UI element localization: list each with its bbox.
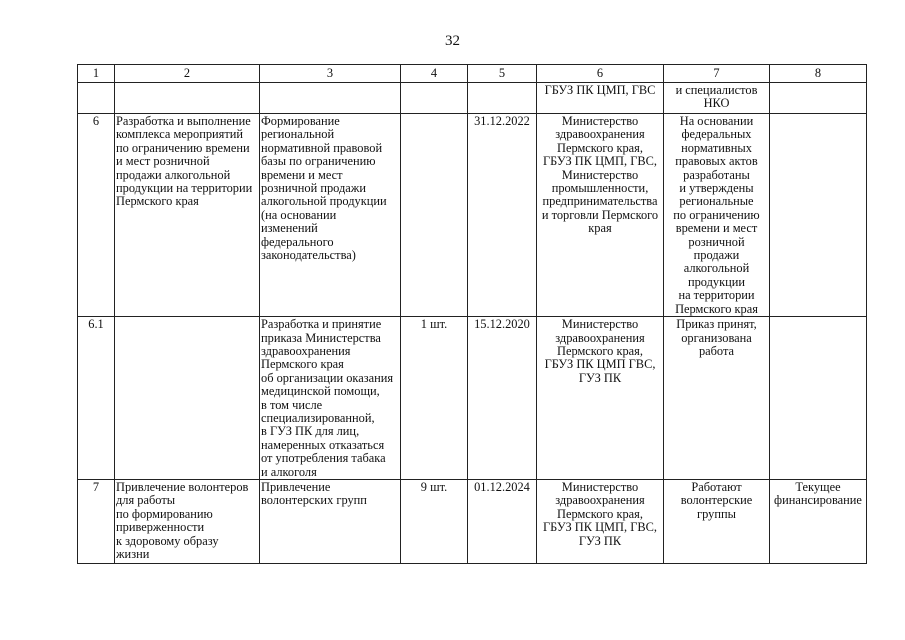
- cell-line: На основании: [679, 114, 754, 128]
- cell-line: розничной продажи: [261, 181, 366, 196]
- column-header: 3: [260, 65, 401, 83]
- cell-line: Министерство: [561, 317, 639, 332]
- cell-line: здравоохранения: [555, 330, 645, 345]
- cell-line: ГБУЗ ПК ЦМП, ГВС,: [543, 520, 657, 535]
- table-row: [78, 479, 867, 563]
- cell-line: приказа Министерства: [261, 330, 381, 345]
- cell-line: ГУЗ ПК: [578, 533, 622, 548]
- cell-line: и мест розничной: [116, 154, 210, 169]
- deadline-cell: [468, 83, 537, 114]
- cell-line: финансирование: [774, 493, 862, 508]
- cell-line: Привлечение волонтеров: [116, 479, 249, 494]
- cell-line: здравоохранения: [555, 493, 645, 508]
- cell-line: ГБУЗ ПК ЦМП ГВС,: [544, 357, 656, 372]
- cell-line: продукции на территории: [116, 181, 253, 196]
- cell-line: времени и мест: [261, 167, 343, 182]
- row-number-cell: 6.1: [78, 317, 115, 480]
- cell-line: по ограничению времени: [116, 140, 250, 155]
- quantity-cell: 9 шт.: [401, 479, 468, 563]
- executor-cell: [537, 479, 664, 563]
- result-cell: [664, 479, 770, 563]
- row-number-cell: [78, 83, 115, 114]
- cell-line: по формированию: [116, 506, 213, 521]
- cell-line: времени и мест: [675, 221, 758, 236]
- deadline-cell: 15.12.2020: [468, 317, 537, 480]
- cell-line: федеральных: [681, 127, 752, 142]
- cell-line: в ГУЗ ПК для лиц,: [261, 424, 360, 439]
- table-row: [78, 114, 867, 317]
- cell-line: Министерство: [561, 479, 639, 494]
- cell-line: по ограничению: [673, 207, 760, 222]
- result-cell: [664, 83, 770, 114]
- cell-line: алкогольной продукции: [261, 194, 387, 209]
- cell-line: (на основании: [261, 207, 337, 222]
- cell-line: продажи алкогольной: [116, 167, 231, 182]
- cell-line: Пермского края: [261, 357, 344, 372]
- cell-line: для работы: [116, 493, 176, 508]
- result-cell: [664, 114, 770, 317]
- cell-line: приверженности: [116, 520, 205, 535]
- cell-line: к здоровому образу: [116, 533, 219, 548]
- page-number: 32: [445, 33, 460, 49]
- cell-line: ГБУЗ ПК ЦМП, ГВС,: [543, 154, 657, 169]
- cell-line: Разработка и принятие: [261, 317, 382, 332]
- cell-line: на территории: [678, 288, 755, 303]
- cell-line: и специалистов: [675, 83, 758, 97]
- cell-line: Министерство: [561, 167, 639, 182]
- cell-line: волонтерских групп: [261, 493, 367, 508]
- cell-line: работа: [698, 343, 735, 358]
- cell-line: базы по ограничению: [261, 154, 376, 169]
- event-cell: [115, 317, 260, 480]
- cell-line: организована: [681, 330, 752, 345]
- cell-line: Пермского края: [675, 301, 758, 316]
- cell-line: промышленности,: [551, 181, 649, 196]
- plan-table: [77, 64, 867, 564]
- column-number-row: [78, 65, 867, 83]
- executor-cell: [537, 114, 664, 317]
- executor-cell: [537, 83, 664, 114]
- column-header: 8: [770, 65, 867, 83]
- cell-line: Формирование: [261, 114, 340, 128]
- cell-line: Пермского края,: [557, 140, 643, 155]
- deadline-cell: 01.12.2024: [468, 479, 537, 563]
- cell-line: волонтерские: [680, 493, 753, 508]
- cell-line: правовых актов: [675, 154, 758, 169]
- cell-line: Приказ принят,: [676, 317, 757, 332]
- cell-line: продажи: [693, 248, 740, 263]
- cell-line: разработаны: [683, 167, 750, 182]
- column-header: 6: [537, 65, 664, 83]
- cell-line: Текущее: [795, 479, 841, 494]
- cell-line: Пермского края,: [557, 343, 643, 358]
- cell-line: региональной: [261, 127, 335, 142]
- funding-cell: [770, 114, 867, 317]
- cell-line: от употребления табака: [261, 451, 386, 466]
- deadline-cell: 31.12.2022: [468, 114, 537, 317]
- activity-cell: [260, 83, 401, 114]
- column-header: 1: [78, 65, 115, 83]
- cell-line: Пермского края: [116, 194, 199, 209]
- event-cell: [115, 83, 260, 114]
- quantity-cell: [401, 83, 468, 114]
- cell-line: Работают: [691, 479, 742, 494]
- cell-line: ГБУЗ ПК ЦМП, ГВС: [544, 83, 656, 97]
- executor-cell: [537, 317, 664, 480]
- result-cell: [664, 317, 770, 480]
- cell-line: группы: [697, 506, 736, 521]
- cell-line: и торговли Пермского: [541, 207, 659, 222]
- cell-line: намеренных отказаться: [261, 437, 385, 452]
- column-header: 2: [115, 65, 260, 83]
- column-header: 4: [401, 65, 468, 83]
- cell-line: законодательства): [261, 248, 356, 263]
- cell-line: жизни: [116, 547, 150, 561]
- cell-line: края: [588, 221, 612, 236]
- cell-line: и алкоголя: [261, 464, 317, 479]
- cell-line: нормативной правовой: [261, 140, 383, 155]
- cell-line: НКО: [703, 96, 730, 111]
- event-cell: [115, 479, 260, 563]
- cell-line: федерального: [261, 234, 334, 249]
- cell-line: изменений: [261, 221, 318, 236]
- cell-line: продукции: [687, 274, 746, 289]
- cell-line: здравоохранения: [555, 127, 645, 142]
- quantity-cell: [401, 114, 468, 317]
- funding-cell: [770, 479, 867, 563]
- cell-line: региональные: [679, 194, 754, 209]
- quantity-cell: 1 шт.: [401, 317, 468, 480]
- cell-line: розничной: [688, 234, 745, 249]
- cell-line: Разработка и выполнение: [116, 114, 251, 128]
- cell-line: Привлечение: [261, 479, 331, 494]
- funding-cell: [770, 317, 867, 480]
- cell-line: об организации оказания: [261, 370, 394, 385]
- cell-line: специализированной,: [261, 410, 375, 425]
- row-number-cell: 6: [78, 114, 115, 317]
- cell-line: Министерство: [561, 114, 639, 128]
- table-row: [78, 317, 867, 480]
- funding-cell: [770, 83, 867, 114]
- cell-line: алкогольной: [683, 261, 750, 276]
- column-header: 5: [468, 65, 537, 83]
- cell-line: в том числе: [261, 397, 323, 412]
- cell-line: здравоохранения: [261, 343, 351, 358]
- cell-line: ГУЗ ПК: [578, 370, 622, 385]
- cell-line: комплекса мероприятий: [116, 127, 244, 142]
- cell-line: нормативных: [681, 140, 752, 155]
- activity-cell: [260, 479, 401, 563]
- activity-cell: [260, 317, 401, 480]
- cell-line: медицинской помощи,: [261, 384, 380, 399]
- event-cell: [115, 114, 260, 317]
- cell-line: Пермского края,: [557, 506, 643, 521]
- activity-cell: [260, 114, 401, 317]
- row-number-cell: 7: [78, 479, 115, 563]
- cell-line: предпринимательства: [542, 194, 658, 209]
- table-row: [78, 83, 867, 114]
- cell-line: и утверждены: [679, 181, 754, 196]
- column-header: 7: [664, 65, 770, 83]
